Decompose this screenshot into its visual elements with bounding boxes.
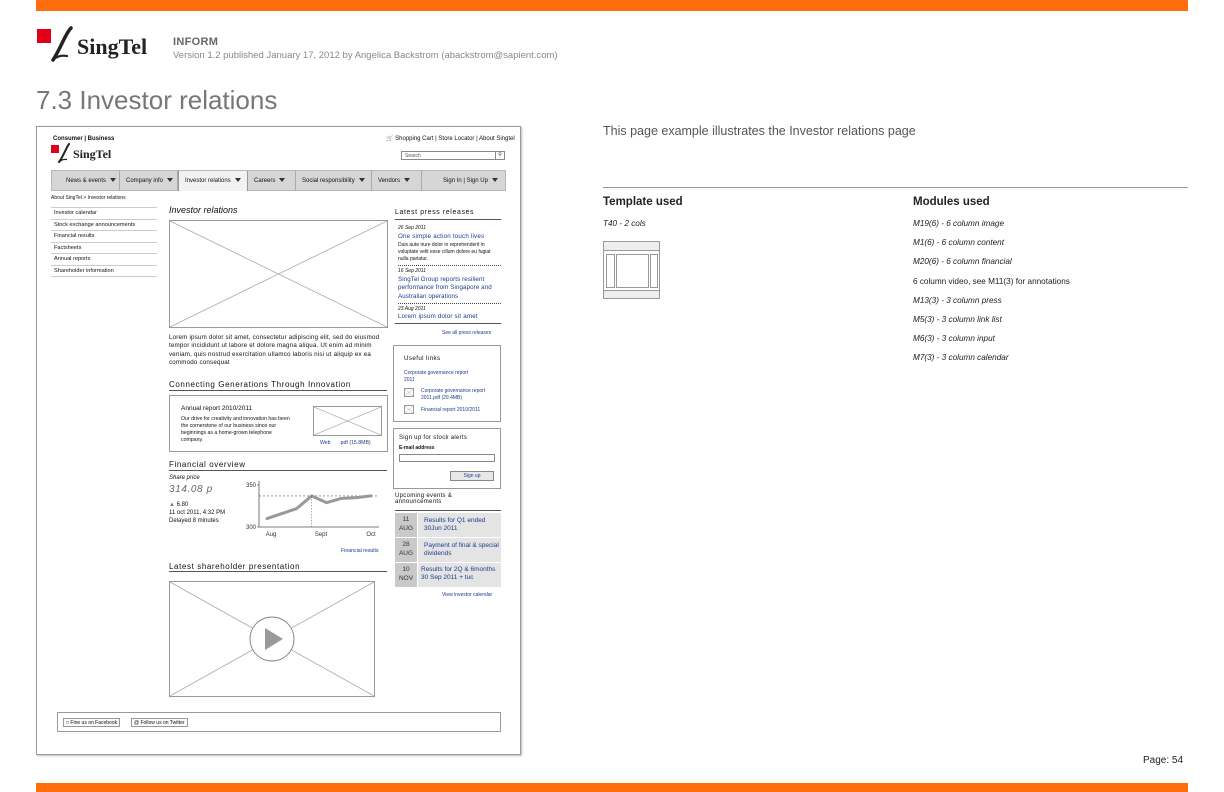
wire-rule xyxy=(169,390,387,391)
wire-sidebar-item[interactable]: Investor calendar xyxy=(51,208,157,220)
wire-nav-signin-label: Sign In | Sign Up xyxy=(443,178,488,184)
wire-nav-social-label: Social responsibility xyxy=(302,178,355,184)
wire-nav-social[interactable] xyxy=(296,171,372,191)
template-thumbnail-icon xyxy=(603,241,660,299)
wire-financial-link[interactable]: Financial results xyxy=(341,548,379,554)
wire-connecting-heading: Connecting Generations Through Innovation xyxy=(169,380,351,389)
wire-annual-report-card xyxy=(169,395,388,452)
module-item: M19(6) - 6 column image xyxy=(913,219,1005,228)
wire-useful-first[interactable]: Corporate governance report 2011 xyxy=(404,370,469,383)
image-placeholder-icon xyxy=(170,221,387,327)
wire-utility-links-text: Shopping Cart | Store Locator | About Singtel xyxy=(395,136,515,142)
wire-twitter-label: Follow us on Twitter xyxy=(140,720,185,726)
logo-wordmark: SingTel xyxy=(77,34,148,59)
page-description: This page example illustrates the Investor relations page xyxy=(603,124,916,138)
thumb-header xyxy=(604,242,659,251)
wire-segment-links[interactable]: Consumer | Business xyxy=(53,136,115,142)
wire-annual-links[interactable]: Web .pdf (15.8MB) xyxy=(320,440,371,446)
wire-nav-company-label: Company info xyxy=(126,178,164,184)
wire-share-change xyxy=(169,501,188,509)
wire-rule xyxy=(395,323,501,324)
chart-series-line xyxy=(267,496,371,519)
wire-divider xyxy=(398,265,501,266)
wire-annual-image xyxy=(313,406,382,436)
wire-share-label: Share price xyxy=(169,475,200,481)
wire-sidebar-item[interactable]: Annual reports xyxy=(51,254,157,266)
chevron-down-icon xyxy=(235,178,241,182)
wire-event-date xyxy=(395,513,417,537)
wire-email-input[interactable] xyxy=(399,454,495,462)
wire-press-body: Duis aute irure dolor in reprehenderit in voluptate velit esse cillum dolore eu fugiat nulla pariatur. xyxy=(398,242,491,262)
wire-sidebar-item[interactable]: Factsheets xyxy=(51,243,157,255)
wire-search-placeholder: Search xyxy=(405,152,421,159)
chart-x-tick-label: Sept xyxy=(314,532,328,538)
singtel-logo xyxy=(37,26,162,66)
wire-nav-careers[interactable] xyxy=(248,171,296,191)
chevron-down-icon xyxy=(404,178,410,182)
page-number: Page: 54 xyxy=(1143,755,1184,766)
facebook-icon: □ xyxy=(66,720,70,726)
wire-annual-body: Our drive for creativity and innovation has been the cornerstone of our business since our beginnings as a home-grown telephone company. xyxy=(181,416,290,444)
wire-rule xyxy=(395,510,501,511)
wire-social-bar xyxy=(57,712,501,732)
wire-event-item[interactable] xyxy=(395,563,501,587)
image-placeholder-icon xyxy=(314,407,381,435)
wire-event-day: 11 xyxy=(402,516,410,523)
wire-sidebar-item[interactable]: Financial results xyxy=(51,231,157,243)
wire-useful-link[interactable]: Corporate governance report 2011.pdf (29.4MB) xyxy=(421,388,486,401)
wire-event-date xyxy=(395,538,417,562)
wire-rule xyxy=(169,470,387,471)
wire-event-day: 10 xyxy=(402,566,410,573)
wire-share-price: 314.08 p xyxy=(169,484,213,495)
wire-hero-image xyxy=(169,220,388,328)
wire-rule xyxy=(169,571,387,572)
wire-useful-heading: Useful links xyxy=(404,355,441,362)
wire-nav-news-label: News & events xyxy=(66,178,107,184)
wire-logo-swoosh-icon xyxy=(56,143,72,165)
chart-x-tick-label: Oct xyxy=(366,532,376,538)
chevron-down-icon xyxy=(492,178,498,182)
module-item: M6(3) - 3 column input xyxy=(913,334,995,343)
wire-nav-vendors[interactable] xyxy=(372,171,422,191)
top-accent-bar xyxy=(36,0,1188,11)
section-divider xyxy=(603,187,1188,188)
up-triangle-icon: ▲ xyxy=(169,502,175,508)
wire-signup-label: E-mail address xyxy=(399,445,435,451)
chart-y-tick-label: 350 xyxy=(245,483,256,489)
wire-events-heading: Upcoming events & announcements xyxy=(395,493,453,505)
wire-annual-title: Annual report 2010/2011 xyxy=(181,405,253,412)
wire-video-player[interactable] xyxy=(169,581,375,697)
thumb-main-col xyxy=(616,254,649,288)
wire-main-nav xyxy=(51,170,506,191)
wire-sidebar xyxy=(51,207,157,277)
shopping-cart-icon: 🛒 xyxy=(386,136,394,142)
wire-signup-heading: Sign up for stock alerts xyxy=(399,435,468,441)
modules-heading: Modules used xyxy=(913,196,990,208)
chevron-down-icon xyxy=(110,178,116,182)
doc-title: INFORM xyxy=(173,36,219,48)
thumb-right-col xyxy=(650,254,658,288)
thumb-left-col xyxy=(606,254,615,288)
chevron-down-icon xyxy=(279,178,285,182)
wire-share-delay: Delayed 8 minutes xyxy=(169,518,219,524)
wire-press-heading: Latest press releases xyxy=(395,209,475,216)
wire-rule xyxy=(395,219,501,220)
wire-sidebar-item[interactable]: Shareholder information xyxy=(51,266,157,278)
search-icon[interactable]: ⚲ xyxy=(495,152,504,159)
wire-event-text: Results for 2Q & 6months 30 Sep 2011 + tuc xyxy=(418,563,501,587)
wire-nav-investor-label: Investor relations xyxy=(185,178,231,184)
logo-swoosh-icon xyxy=(47,26,77,66)
wire-sidebar-item[interactable]: Stock exchange announcements xyxy=(51,220,157,232)
wire-event-month: NOV xyxy=(398,574,414,582)
thumb-footer xyxy=(604,290,659,298)
module-item: 6 column video, see M11(3) for annotations xyxy=(913,277,1070,286)
module-item: M5(3) - 3 column link list xyxy=(913,315,1002,324)
wire-presentation-heading: Latest shareholder presentation xyxy=(169,562,301,571)
wire-event-text: Results for Q1 ended 30Jun 2011 xyxy=(418,513,501,537)
wire-press-title[interactable]: SingTel Group reports resilient performance from Singapore and Australian operations xyxy=(398,276,492,300)
wire-breadcrumb[interactable]: About SingTel > Investor relations xyxy=(51,195,126,201)
wire-useful-link[interactable]: Financial report 2010/2011 xyxy=(421,407,481,413)
wire-press-date: 16 Sep 2011 xyxy=(398,268,426,274)
wire-search-field[interactable] xyxy=(401,151,505,160)
wire-nav-company[interactable] xyxy=(120,171,178,191)
twitter-icon: @ xyxy=(134,720,140,726)
wire-twitter-button[interactable] xyxy=(131,718,188,727)
wire-press-date: 26 Sep 2011 xyxy=(398,225,426,231)
wire-financial-heading: Financial overview xyxy=(169,460,246,469)
chart-y-tick-label: 300 xyxy=(245,525,256,531)
video-placeholder-icon xyxy=(170,582,374,696)
wire-event-month: AUG xyxy=(398,549,414,557)
wire-facebook-button[interactable] xyxy=(63,718,120,727)
wire-press-title[interactable]: Lorem ipsum dolor sit amet xyxy=(398,313,478,320)
wireframe-frame xyxy=(36,126,521,755)
wire-event-month: AUG xyxy=(398,524,414,532)
share-price-chart xyxy=(237,477,385,549)
wire-signup-box xyxy=(393,428,501,489)
wire-nav-news[interactable] xyxy=(52,171,120,191)
chart-x-tick-label: Aug xyxy=(265,532,277,538)
wire-utility-links[interactable] xyxy=(386,135,515,143)
wire-press-date: 23 Aug 2011 xyxy=(398,306,426,312)
document-icon xyxy=(404,388,414,397)
wire-nav-vendors-label: Vendors xyxy=(378,178,401,184)
chevron-down-icon xyxy=(359,178,365,182)
module-item: M20(6) - 6 column financial xyxy=(913,257,1012,266)
chevron-down-icon xyxy=(167,178,173,182)
module-item: M13(3) - 3 column press xyxy=(913,296,1002,305)
wire-divider xyxy=(398,303,501,304)
wire-nav-signin[interactable] xyxy=(437,171,507,191)
wire-events-view-all[interactable]: View investor calendar xyxy=(442,592,493,598)
wire-nav-investor[interactable] xyxy=(178,171,248,191)
wire-main-title: Investor relations xyxy=(169,205,238,215)
page-title: 7.3 Investor relations xyxy=(36,85,278,115)
wire-event-text: Payment of final & special dividends xyxy=(418,538,501,562)
wire-event-item[interactable] xyxy=(395,513,501,537)
template-value: T40 - 2 cols xyxy=(603,219,646,228)
wire-press-title[interactable]: One simple action touch lives xyxy=(398,233,485,240)
bottom-accent-bar xyxy=(36,783,1188,792)
wire-share-change-value: 6.80 xyxy=(176,502,189,508)
wire-logo-wordmark: SingTel xyxy=(73,147,112,161)
module-item: M1(6) - 6 column content xyxy=(913,238,1005,247)
wire-event-item[interactable] xyxy=(395,538,501,562)
wire-signup-button[interactable]: Sign up xyxy=(450,471,494,481)
wire-event-day: 28 xyxy=(402,541,410,548)
wire-nav-careers-label: Careers xyxy=(254,178,276,184)
wire-intro-text: Lorem ipsum dolor sit amet, consectetur adipiscing elit, sed do eiusmod tempor incididunt ut labore et dolore magna aliqua. Ut enim ad minim veniam, quis nostrud exercitation ullamco laboris nisi ut aliquip ex ea commodo consequat xyxy=(169,334,380,367)
document-icon xyxy=(404,405,414,414)
wire-logo xyxy=(51,143,121,165)
module-item: M7(3) - 3 column calendar xyxy=(913,353,1009,362)
wire-facebook-label: Fine us on Facebook xyxy=(70,720,118,726)
wire-share-date: 11 oct 2011, 4:32 PM xyxy=(169,510,226,516)
wire-event-date xyxy=(395,563,417,587)
template-heading: Template used xyxy=(603,196,683,208)
doc-version: Version 1.2 published January 17, 2012 by Angelica Backstrom (abackstrom@sapient.com) xyxy=(173,50,558,61)
wire-press-see-all[interactable]: See all press releases xyxy=(442,330,492,336)
wire-useful-links xyxy=(393,345,501,422)
